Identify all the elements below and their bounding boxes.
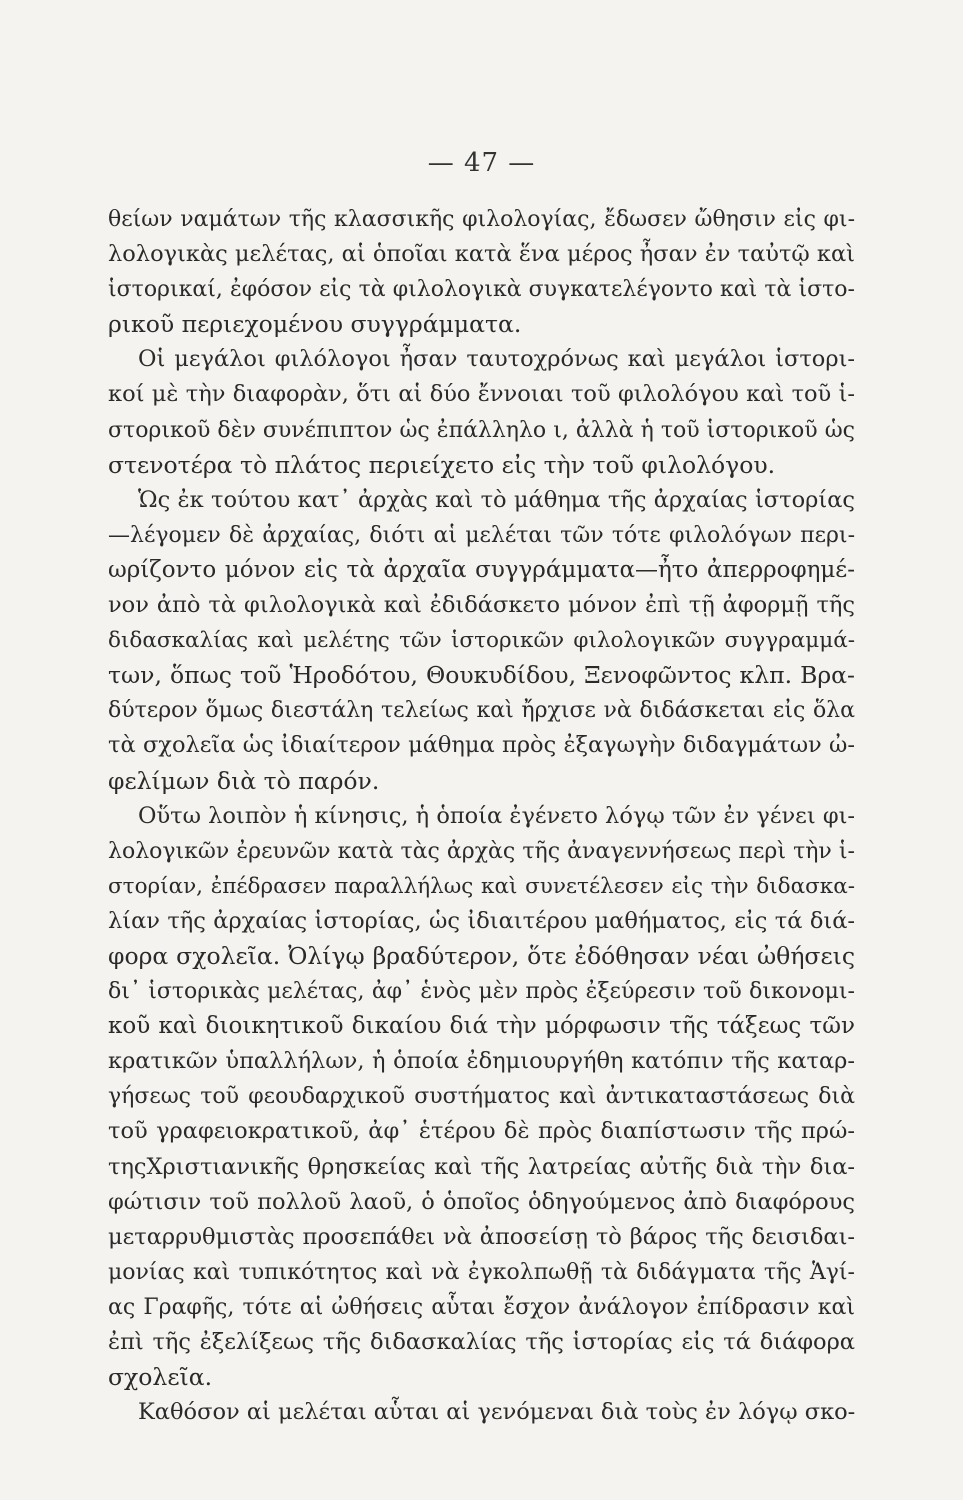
text-line: μεταρρυθμιστὰς προσεπάθει νὰ ἀποσείσῃ τὸ βάρος τῆς δεισιδαι- <box>108 1223 855 1250</box>
text-line: των, ὅπως τοῦ Ἡροδότου, Θουκυδίδου, Ξενοφῶντος κλπ. Βρα- <box>108 661 855 690</box>
text-line: σχολεῖα. <box>108 1363 213 1392</box>
text-line: Οὕτω λοιπὸν ἡ κίνησις, ἡ ὁποία ἐγένετο λόγῳ τῶν ἐν γένει φι- <box>138 802 855 829</box>
text-line: δι᾿ ἱστορικὰς μελέτας, ἀφ᾿ ἑνὸς μὲν πρὸς ἐξεύρεσιν τοῦ δικονομι- <box>108 979 855 1005</box>
text-line: ρικοῦ περιεχομένου συγγράμματα. <box>108 310 522 339</box>
body-text <box>108 202 855 1430</box>
text-line: φώτισιν τοῦ πολλοῦ λαοῦ, ὁ ὁποῖος ὁδηγούμενος ἀπὸ διαφόρους <box>108 1188 855 1215</box>
text-line: νον ἀπὸ τὰ φιλολογικὰ καὶ ἐδιδάσκετο μόνον ἐπὶ τῇ ἀφορμῇ τῆς <box>108 592 855 619</box>
text-line: ἱστορικαί, ἐφόσον εἰς τὰ φιλολογικὰ συγκατελέγοντο καὶ τὰ ἱστο- <box>108 277 855 303</box>
text-line: τηςΧριστιανικῆς θρησκείας καὶ τῆς λατρείας αὐτῆς διὰ τὴν δια- <box>108 1153 855 1180</box>
text-line: ας Γραφῆς, τότε αἱ ὠθήσεις αὗται ἔσχον ἀνάλογον ἐπίδρασιν καὶ <box>108 1294 855 1320</box>
text-line: ἐπὶ τῆς ἐξελίξεως τῆς διδασκαλίας τῆς ἱστορίας εἰς τά διάφορα <box>108 1329 855 1355</box>
text-line: δύτερον ὅμως διεστάλη τελείως καὶ ἤρχισε νὰ διδάσκεται εἰς ὅλα <box>108 698 855 724</box>
text-line: στορίαν, ἐπέδρασεν παραλλήλως καὶ συνετέλεσεν εἰς τὴν διδασκα- <box>108 873 855 899</box>
text-line: φελίμων διὰ τὸ παρόν. <box>108 766 380 795</box>
text-line: κοί μὲ τὴν διαφορὰν, ὅτι αἱ δύο ἔννοιαι τοῦ φιλολόγου καὶ τοῦ ἱ- <box>108 381 855 408</box>
text-line: γήσεως τοῦ φεουδαρχικοῦ συστήματος καὶ ἀντικαταστάσεως διὰ <box>108 1084 855 1110</box>
text-line: κοῦ καὶ διοικητικοῦ δικαίου διά τὴν μόρφωσιν τῆς τάξεως τῶν <box>108 1013 855 1040</box>
text-line: ωρίζοντο μόνον εἰς τὰ ἀρχαῖα συγγράμματα—ἦτο ἀπερροφημέ- <box>108 556 855 583</box>
text-line: λίαν τῆς ἀρχαίας ἱστορίας, ὡς ἰδιαιτέρου μαθήματος, εἰς τά διά- <box>108 907 855 934</box>
text-line: θείων ναμάτων τῆς κλασσικῆς φιλολογίας, ἔδωσεν ὤθησιν εἰς φι- <box>108 207 855 232</box>
page-number: — 47 — <box>427 148 536 178</box>
text-line: λολογικῶν ἐρευνῶν κατὰ τὰς ἀρχὰς τῆς ἀναγεννήσεως περὶ τὴν ἱ- <box>108 838 855 864</box>
text-line: Οἱ μεγάλοι φιλόλογοι ἦσαν ταυτοχρόνως καὶ μεγάλοι ἱστορι- <box>138 346 855 373</box>
text-line: φορα σχολεῖα. Ὀλίγῳ βραδύτερον, ὅτε ἐδόθησαν νέαι ὠθήσεις <box>108 941 855 970</box>
text-line: τὰ σχολεῖα ὡς ἰδιαίτερον μάθημα πρὸς ἐξαγωγὴν διδαγμάτων ὠ- <box>108 732 855 759</box>
text-line: στενοτέρα τὸ πλάτος περιείχετο εἰς τὴν τοῦ φιλολόγου. <box>108 450 776 479</box>
text-line: στορικοῦ δὲν συνέπιπτον ὡς ἐπάλληλο ι, ἀλλὰ ἡ τοῦ ἱστορικοῦ ὡς <box>108 417 855 443</box>
text-line: μονίας καὶ τυπικότητος καὶ νὰ ἐγκολπωθῇ τὰ διδάγματα τῆς Ἁγί- <box>108 1259 855 1285</box>
text-line: κρατικῶν ὑπαλλήλων, ἡ ὁποία ἐδημιουργήθη κατόπιν τῆς καταρ- <box>108 1048 855 1075</box>
text-line: Καθόσον αἱ μελέται αὗται αἱ γενόμεναι διὰ τοὺς ἐν λόγῳ σκο- <box>138 1399 855 1426</box>
text-line: διδασκαλίας καὶ μελέτης τῶν ἱστορικῶν φιλολογικῶν συγγραμμά- <box>108 628 855 654</box>
text-line: —λέγομεν δὲ ἀρχαίας, διότι αἱ μελέται τῶν τότε φιλολόγων περι- <box>108 522 855 548</box>
text-line: Ὡς ἐκ τούτου κατ᾿ ἀρχὰς καὶ τὸ μάθημα τῆς ἀρχαίας ἱστορίας <box>138 486 855 513</box>
text-line: λολογικὰς μελέτας, αἱ ὁποῖαι κατὰ ἕνα μέρος ἦσαν ἐν ταὐτῷ καὶ <box>108 241 855 268</box>
text-line: τοῦ γραφειοκρατικοῦ, ἀφ᾿ ἑτέρου δὲ πρὸς διαπίστωσιν τῆς πρώ- <box>108 1118 855 1145</box>
